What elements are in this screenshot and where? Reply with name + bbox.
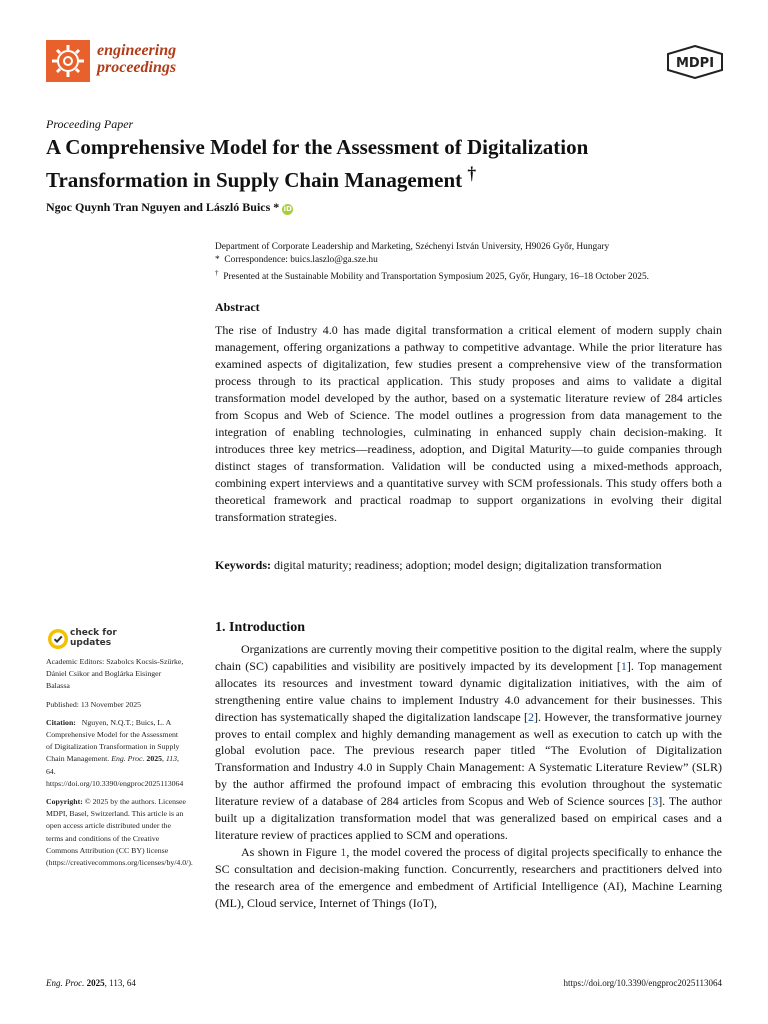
footer-doi-link[interactable]: https://doi.org/10.3390/engproc2025113064	[563, 978, 722, 988]
citation-doi[interactable]: , 64. https://doi.org/10.3390/engproc2025113064	[46, 754, 184, 788]
check-for-updates-icon[interactable]	[46, 627, 70, 651]
affiliation-block	[215, 241, 735, 284]
intro-p2-text-a: As shown in Figure	[241, 844, 341, 859]
intro-p2-text-b: , the model covered the process of digital projects specifically to enhance the SC consultation and decision-making function. Concurrently, researchers and practitioners delved into the research area of the emergence and embedment of Artificial Intelligence (AI), Machine Learning (ML), Cloud service, Internet of Things (IoT),	[215, 844, 722, 910]
footer-year: 2025	[86, 978, 105, 988]
footer-issue: , 113, 64	[104, 978, 136, 988]
abstract-text: The rise of Industry 4.0 has made digital transformation a critical element of modern supply chain management, offering organizations a pathway to competitive advantage. While the prior literature has examined aspects of digitalization, few studies present a comprehensive view of the transformation process through to its practical application. This study proposes and aims to validate a digital transformation model developed by the author, based on a systematic literature review of 284 articles from Scopus and Web of Science. The model outlines a progression from data management to the integration of enabling technologies, culminating in enhanced supply chain decision-making. It introduces three key metrics—readiness, adoption, and Digital Maturity—to guide companies through distinct stages of transformation. Validation will be conducted using a mixed-methods approach, combining expert interviews and a quantitative survey with SCM professionals. This study offers both a theoretical framework and practical roadmap to support organizations in evolving their digital transformation strategies.	[215, 323, 722, 524]
author-list	[46, 200, 293, 215]
intro-paragraph-2	[215, 844, 722, 912]
journal-name-line2: proceedings	[97, 59, 177, 76]
check-for-updates-label[interactable]	[70, 628, 117, 648]
figure-link[interactable]: 1	[340, 844, 347, 859]
keywords-text: digital maturity; readiness; adoption; model design; digitalization transformation	[274, 558, 662, 572]
journal-name-line1: engineering	[97, 42, 177, 59]
check-label-line1: check for	[70, 628, 117, 638]
reference-link[interactable]: 2	[528, 709, 534, 724]
keywords-label: Keywords:	[215, 558, 271, 572]
presented-mark: †	[215, 269, 219, 277]
correspondence-line	[215, 254, 735, 267]
reference-link[interactable]: 1	[620, 658, 627, 673]
article-info-sidebar	[46, 656, 193, 875]
paper-type: Proceeding Paper	[46, 117, 134, 131]
footer-citation	[46, 978, 136, 988]
presented-line	[215, 267, 735, 284]
presented-text: Presented at the Sustainable Mobility and Transportation Symposium 2025, Győr, Hungary, 16–18 October 2025.	[223, 272, 649, 283]
intro-p1-text-a: Organizations are currently moving their competitive position to the digital realm, where the supply chain (SC) capabilities and visibility are positively impacted by its development [	[215, 642, 722, 673]
abstract-heading: Abstract	[215, 300, 260, 314]
paper-title	[46, 134, 726, 193]
introduction-body	[215, 641, 722, 912]
check-label-line2: updates	[70, 638, 112, 648]
copyright-label: Copyright:	[46, 797, 83, 807]
footer-journal: Eng. Proc.	[46, 978, 85, 988]
citation-label: Citation:	[46, 717, 76, 727]
citation-volume: 113	[165, 754, 178, 764]
published-date: Published: 13 November 2025	[46, 699, 142, 709]
citation-year: 2025	[146, 754, 163, 764]
copyright-block	[46, 796, 193, 869]
paper-title-text: A Comprehensive Model for the Assessment of Digitalization Transformation in Supply Chain Management	[46, 135, 589, 192]
title-footnote-mark: †	[467, 163, 477, 183]
affiliation-text: Department of Corporate Leadership and Marketing, Széchenyi István University, H9026 Győr, Hungary	[215, 242, 610, 252]
reference-link[interactable]: 3	[652, 794, 659, 809]
journal-logo-icon	[46, 40, 90, 82]
copyright-text: © 2025 by the authors. Licensee MDPI, Basel, Switzerland. This article is an open access article distributed under the terms and conditions of the Creative Commons Attribution (CC BY) license (https://creativecommons.org/licenses/by/4.0/).	[46, 797, 193, 868]
journal-name	[97, 42, 176, 76]
citation-text: Nguyen, N.Q.T.; Buics, L. A Comprehensive Model for the Assessment of Digitalization Transformation in Supply Chain Management.	[46, 717, 180, 764]
correspondence-mark: *	[215, 255, 220, 265]
mdpi-logo-text: MDPI	[675, 56, 715, 71]
intro-p1-text-c: ]. However, the transformative journey proves to entail complex and highly demanding management as well as execution to catch up with the global evolution pace. The previous research paper titled “The Evolution of Digitalization Transformation and Industry 4.0 in Supply Chain Management: A Systematic Literature Review” (SLR) by the author affirmed the profound impact of embracing this evolution throughout the systematic literature review of a database of 284 articles from Scopus and Web of Science sources [	[215, 709, 722, 809]
mdpi-logo	[666, 45, 724, 79]
section-heading-introduction: 1. Introduction	[215, 620, 305, 635]
keywords-line	[215, 557, 725, 573]
citation-block: Citation: Nguyen, N.Q.T.; Buics, L. A Comprehensive Model for the Assessment of Digitalization Transformation in Supply Chain Management. Eng. Proc. 2025, 113, 64. https://doi.org/10.3390/engproc2025113064	[46, 717, 184, 788]
intro-p1-text-d: ]. The author built up a digitalization transformation model that was generalized based on empirical cases and a literature review of practices applied to SCM and operations.	[215, 794, 722, 842]
orcid-icon[interactable]: iD	[283, 205, 292, 213]
citation-journal: Eng. Proc.	[111, 754, 145, 764]
intro-p1-text-b: ]. Top management allocates its resources and investment toward dynamic digitalization initiatives, with the aim of strengthening entire value chains to implement Industry 4.0 advancement for their businesses. This direction has systematically shaped the digitalization landscape [	[215, 658, 723, 724]
intro-paragraph-1	[215, 641, 722, 844]
academic-editors: Academic Editors: Szabolcs Kocsis-Szürke, Dániel Csikor and Boglárka Eisinger Balassa	[46, 657, 184, 691]
correspondence-text: Correspondence: buics.laszlo@ga.sze.hu	[224, 255, 378, 265]
author-names: Ngoc Quynh Tran Nguyen and László Buics *	[46, 200, 280, 214]
